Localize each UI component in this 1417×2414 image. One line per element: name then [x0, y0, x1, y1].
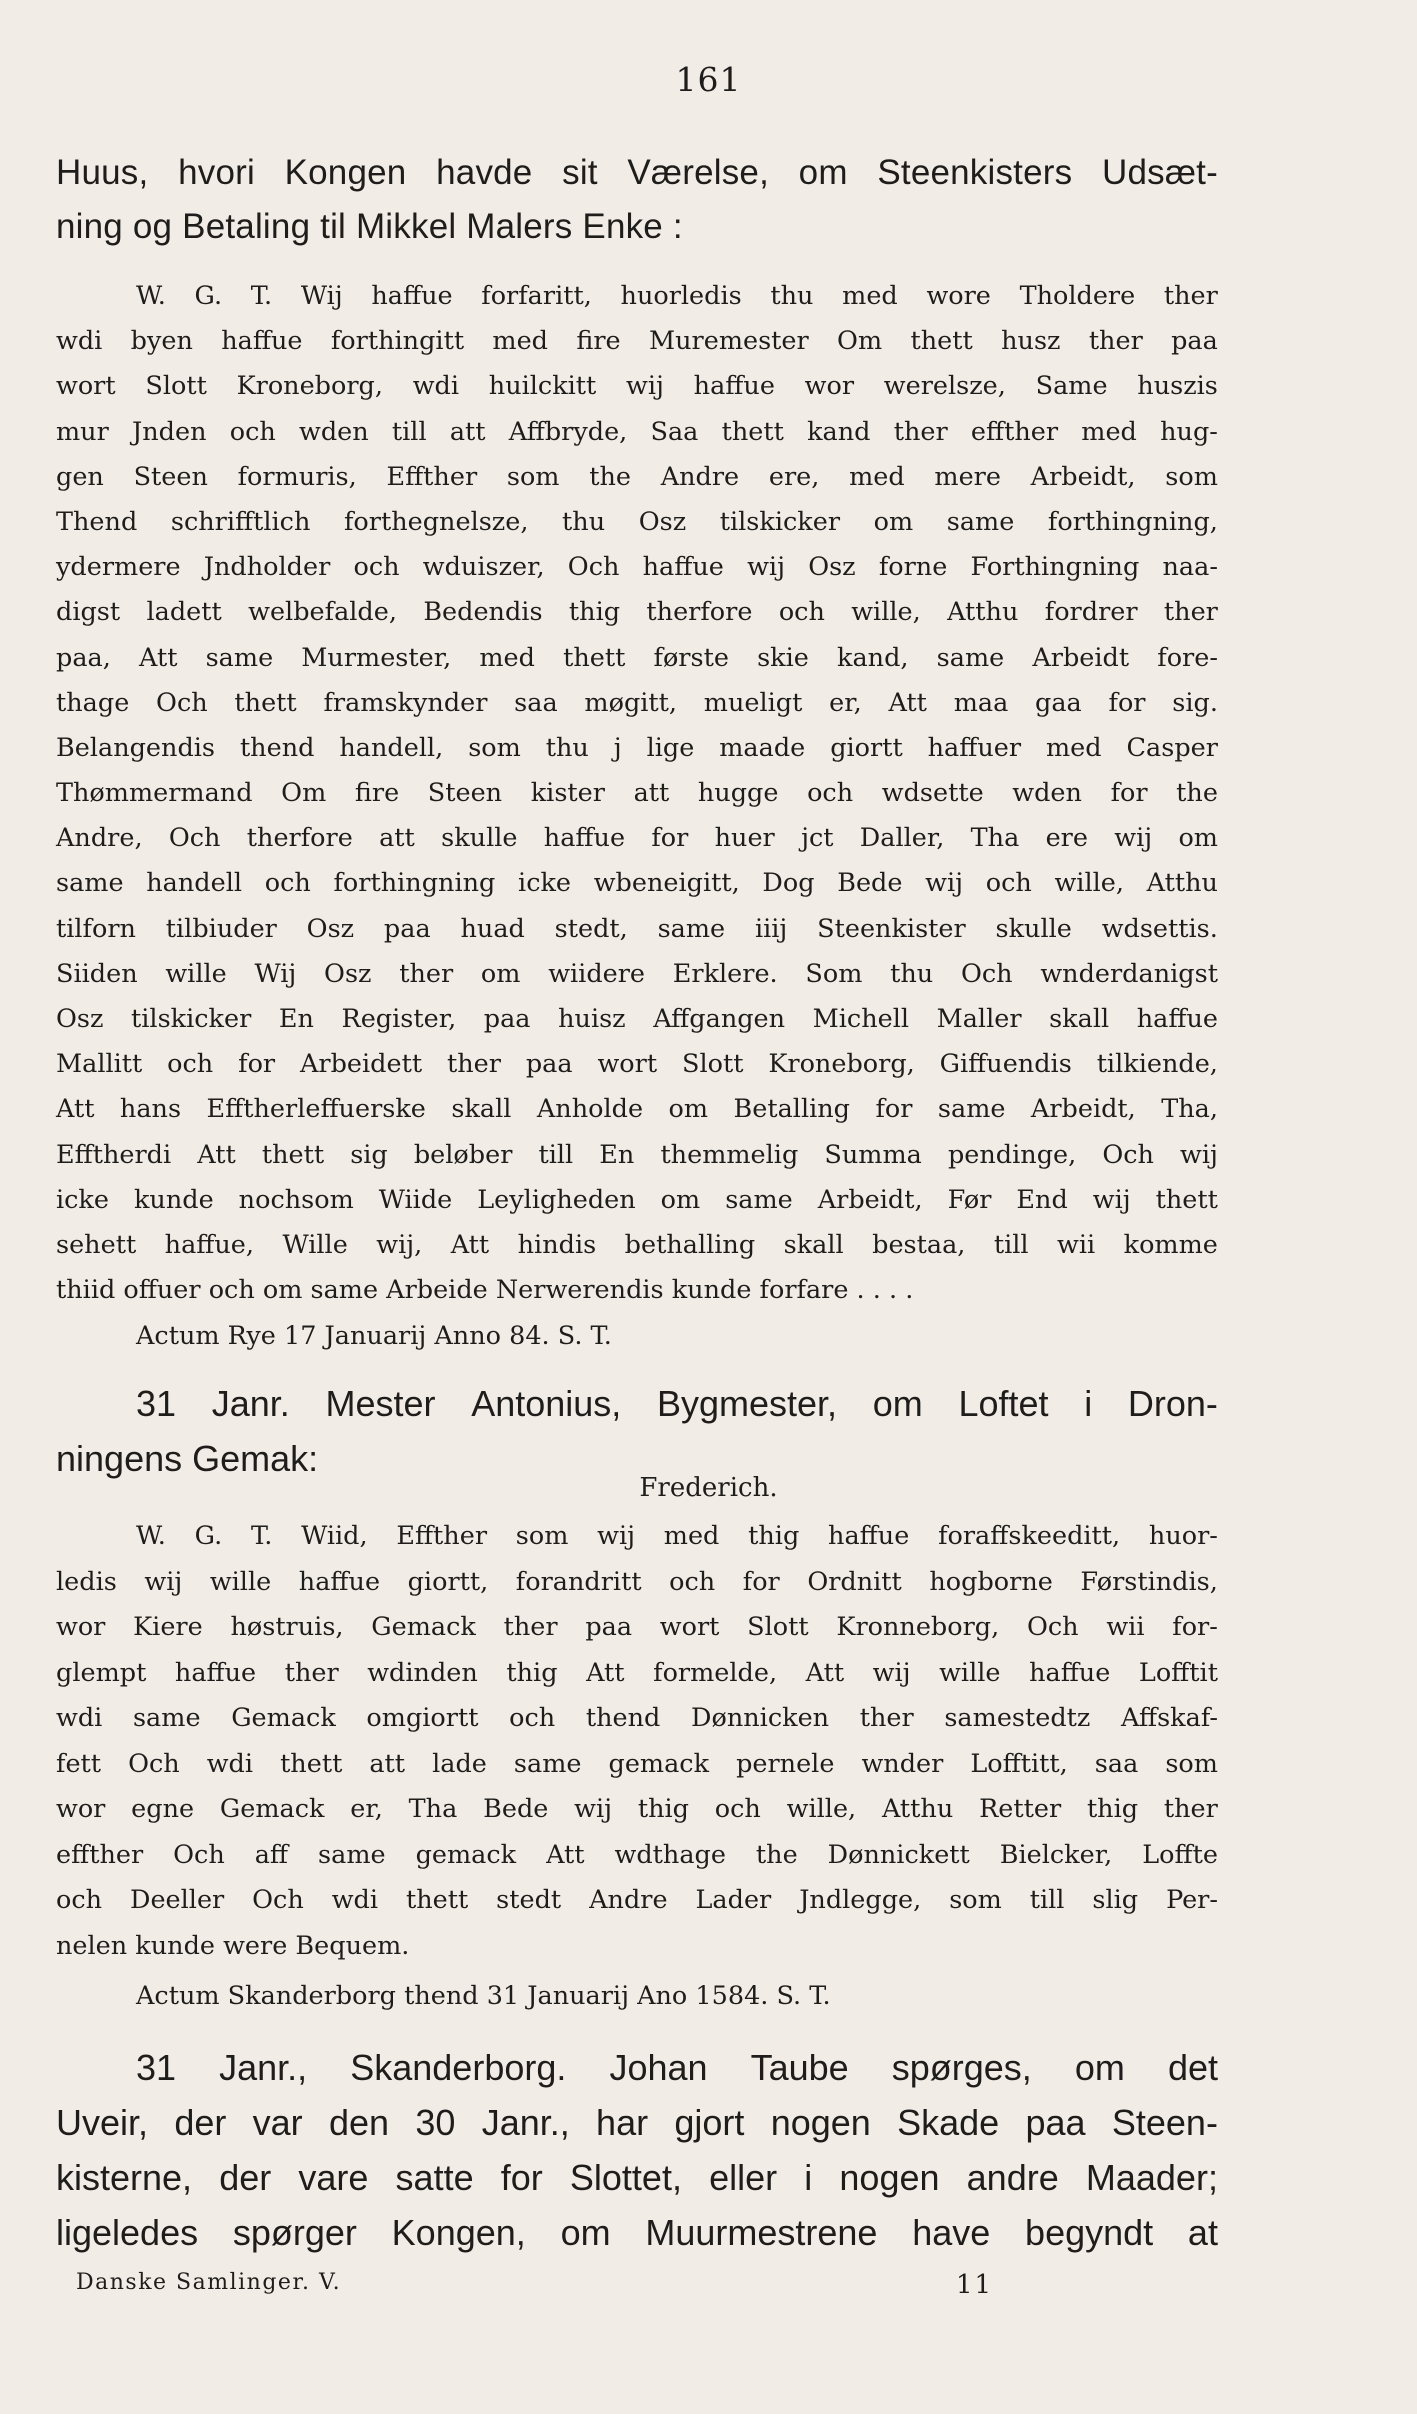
text-line: Thømmermand Om fire Steen kister att hugge och wdsette wden for the: [56, 778, 1218, 809]
section3-heading: [56, 2040, 1218, 2260]
text-line: W. G. T. Wij haffue forfaritt, huorledis thu med wore Tholdere ther: [136, 281, 1218, 311]
text-line: Siiden wille Wij Osz ther om wiidere Erklere. Som thu Och wnderdanigst: [56, 958, 1218, 989]
heading-line: Huus, hvori Kongen havde sit Værelse, om Steenkisters Udsæt-: [56, 153, 1218, 192]
text-line: Efftherdi Att thett sig beløber till En themmelig Summa pendinge, Och wij: [56, 1139, 1218, 1170]
signer: Frederich.: [639, 1473, 778, 1503]
page-number: 161: [675, 60, 742, 99]
section1-body: [56, 274, 1218, 1313]
text-line: wdi same Gemack omgiortt och thend Dønnicken ther samestedtz Affskaf-: [56, 1703, 1218, 1733]
text-line: ydermere Jndholder och wduiszer, Och haffue wij Osz forne Forthingning naa-: [56, 552, 1218, 583]
text-line: Att hans Efftherleffuerske skall Anholde om Betalling for same Arbeidt, Tha,: [56, 1094, 1218, 1125]
text-line: tilforn tilbiuder Osz paa huad stedt, same iiij Steenkister skulle wdsettis.: [56, 913, 1218, 944]
text-line: wort Slott Kroneborg, wdi huilckitt wij haffue wor werelsze, Same huszis: [56, 371, 1218, 402]
heading-line: 31 Janr., Skanderborg. Johan Taube spørges, om det: [136, 2047, 1218, 2088]
section1-heading: [56, 146, 1218, 254]
text-line: paa, Att same Murmester, med thett første skie kand, same Arbeidt fore-: [56, 642, 1218, 673]
text-line: W. G. T. Wiid, Effther som wij med thig haffue foraffskeeditt, huor-: [136, 1521, 1218, 1551]
text-line: glempt haffue ther wdinden thig Att formelde, Att wij wille haffue Lofftit: [56, 1657, 1218, 1688]
text-line: mur Jnden och wden till att Affbryde, Saa thett kand ther effther med hug-: [56, 416, 1218, 447]
section2-actum: [136, 1974, 1136, 2019]
footer-signature-number: 11: [956, 2270, 994, 2300]
text-line: och Deeller Och wdi thett stedt Andre Lader Jndlegge, som till slig Per-: [56, 1885, 1218, 1915]
text-line: Osz tilskicker En Register, paa huisz Affgangen Michell Maller skall haffue: [56, 1004, 1218, 1034]
section2-heading: [56, 1376, 1218, 1486]
text-line: digst ladett welbefalde, Bedendis thig therfore och wille, Atthu fordrer ther: [56, 597, 1218, 628]
text-line: nelen kunde were Bequem.: [56, 1930, 410, 1961]
text-line: wor egne Gemack er, Tha Bede wij thig och wille, Atthu Retter thig ther: [56, 1794, 1218, 1824]
text-line: thiid offuer och om same Arbeide Nerwerendis kunde forfare . . . .: [56, 1275, 914, 1306]
text-line: sehett haffue, Wille wij, Att hindis bethalling skall bestaa, till wii komme: [56, 1229, 1218, 1260]
footer-publication: Danske Samlinger. V.: [76, 2270, 342, 2295]
text-line: same handell och forthingning icke wbeneigitt, Dog Bede wij och wille, Atthu: [56, 868, 1218, 899]
text-line: wdi byen haffue forthingitt med fire Muremester Om thett husz ther paa: [56, 326, 1218, 357]
heading-line: kisterne, der vare satte for Slottet, eller i nogen andre Maader;: [56, 2157, 1218, 2198]
section1-actum: [136, 1314, 1036, 1359]
actum-line: Actum Rye 17 Januarij Anno 84. S. T.: [136, 1321, 612, 1351]
text-line: ledis wij wille haffue giortt, forandritt och for Ordnitt hogborne Førstindis,: [56, 1566, 1218, 1597]
text-line: icke kunde nochsom Wiide Leyligheden om same Arbeidt, Før End wij thett: [56, 1184, 1218, 1215]
text-line: Mallitt och for Arbeidett ther paa wort Slott Kroneborg, Giffuendis tilkiende,: [56, 1049, 1218, 1080]
heading-line: ligeledes spørger Kongen, om Muurmestrene have begyndt at: [56, 2212, 1218, 2253]
text-line: wor Kiere høstruis, Gemack ther paa wort Slott Kronneborg, Och wii for-: [56, 1612, 1218, 1642]
text-line: fett Och wdi thett att lade same gemack pernele wnder Lofftitt, saa som: [56, 1748, 1218, 1779]
heading-line: ning og Betaling til Mikkel Malers Enke :: [56, 207, 683, 246]
text-line: Thend schrifftlich forthegnelsze, thu Osz tilskicker om same forthingning,: [56, 506, 1218, 537]
text-line: gen Steen formuris, Effther som the Andre ere, med mere Arbeidt, som: [56, 461, 1218, 492]
heading-line: ningens Gemak:: [56, 1438, 319, 1479]
section2-body: [56, 1514, 1218, 1969]
actum-line: Actum Skanderborg thend 31 Januarij Ano 1584. S. T.: [136, 1981, 831, 2011]
text-line: effther Och aff same gemack Att wdthage the Dønnickett Bielcker, Loffte: [56, 1839, 1218, 1870]
text-line: Belangendis thend handell, som thu j lige maade giortt haffuer med Casper: [56, 732, 1218, 763]
text-line: thage Och thett framskynder saa møgitt, mueligt er, Att maa gaa for sig.: [56, 687, 1218, 718]
heading-line: 31 Janr. Mester Antonius, Bygmester, om Loftet i Dron-: [136, 1383, 1218, 1424]
heading-line: Uveir, der var den 30 Janr., har gjort nogen Skade paa Steen-: [56, 2102, 1218, 2143]
text-line: Andre, Och therfore att skulle haffue for huer jct Daller, Tha ere wij om: [56, 823, 1218, 854]
